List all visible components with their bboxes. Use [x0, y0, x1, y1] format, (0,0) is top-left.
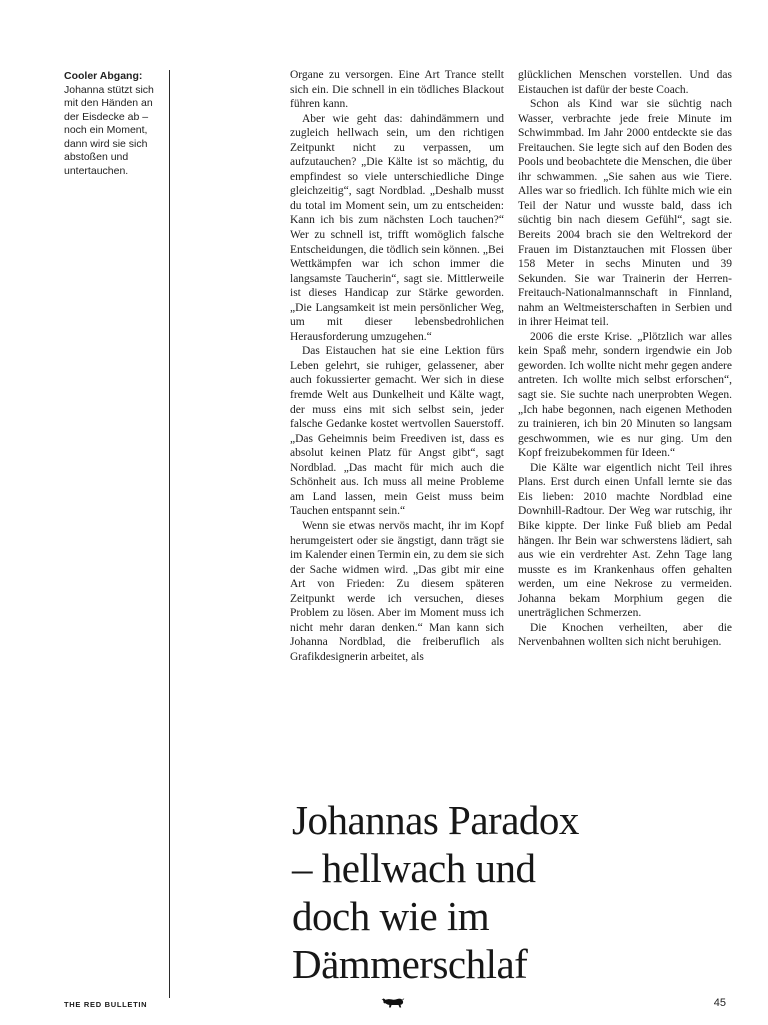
page-number: 45 — [713, 997, 726, 1009]
photo-caption-title: Cooler Abgang: — [64, 70, 143, 82]
footer-magazine-title: THE RED BULLETIN — [64, 1000, 148, 1009]
photo-caption — [64, 70, 158, 178]
body-paragraph: Das Eistauchen hat sie eine Lektion fürs Leben gelehrt, sie ruhiger, gelassener, aber auch fokussierter gemacht. Wer sich in diese fremde Welt aus Dunkelheit und Kälte wagt, der muss eins mit sich selbst sein, jeder falsche Gedanke kostet wertvollen Sauerstoff. „Das Geheimnis beim Freediven ist, dass es absolut keinen Platz für Angst gibt“, sagt Nordblad. „Das macht für mich auch die Schönheit aus. Ich muss all meine Probleme am Land lassen, mein Geist muss beim Tauchen entspannt sein.“ — [290, 345, 504, 518]
headline-line: Johannas Paradox — [292, 797, 579, 843]
body-paragraph: Wenn sie etwas nervös macht, ihr im Kopf herumgeistert oder sie ängstigt, dann trägt sie im Kalender einen Termin ein, zu dem sie sich der Sache widmen wird. „Das gibt mir eine Art von Frieden: Zu diesem späteren Zeitpunkt werde ich versuchen, dieses Problem zu lösen. Aber im Moment muss ich nicht mehr daran denken.“ Man kann sich Johanna Nordblad, die freiberuflich als Grafikdesignerin arbeitet, als — [290, 519, 504, 663]
body-paragraph: 2006 die erste Krise. „Plötzlich war alles kein Spaß mehr, sondern irgendwie ein Job geworden. Ich wollte nicht mehr gegen andere antreten. Ich wollte mich selbst erforschen“, sagt sie. Sie suchte nach unerprobten Wegen. „Ich habe begonnen, nach eigenen Methoden zu trainieren, ich bin 20 Minuten so langsam geschwommen, wie es nur ging. Um den Kopf freizubekommen für Ideen.“ — [518, 330, 732, 460]
body-paragraph: Schon als Kind war sie süchtig nach Wasser, verbrachte jede freie Minute im Schwimmbad. Im Jahr 2000 entdeckte sie das Freitauchen. Sie legte sich auf den Boden des Pools und beobachtete die Menschen, die über ihr schwammen. „Sie sahen aus wie Tiere. Alles war so friedlich. Ich fühlte mich wie ein Teil der Natur und wusste bald, dass ich süchtig bin nach diesem Gefühl“, sagt sie. Bereits 2004 brach sie den Weltrekord der Frauen im Distanztauchen mit Flossen über 158 Meter in sechs Minuten und 39 Sekunden. Sie war Trainerin der Herren-Freitauch-Nationalmannschaft in Finnland, nahm an Weltmeisterschaften in Serbien und in ihrer Heimat teil. — [518, 98, 732, 329]
photo-caption-body: Johanna stützt sich mit den Händen an der Eisdecke ab – noch ein Moment, dann wird sie sich abstoßen und untertauchen. — [64, 83, 154, 177]
headline-line: Dämmerschlaf — [292, 941, 528, 987]
body-paragraph: Organe zu versorgen. Eine Art Trance stellt sich ein. Die schnell in ein tödliches Blackout führen kann. — [290, 69, 504, 111]
body-paragraph: Die Kälte war eigentlich nicht Teil ihres Plans. Erst durch einen Unfall lernte sie das Eis lieben: 2010 machte Nordblad eine Downhill-Radtour. Der Weg war rutschig, ihr Bike kippte. Der linke Fuß blieb am Pedal hängen. Ihr Bein war schwerstens lädiert, sah aus wie ein verdrehter Ast. Zehn Tage lang musste es im Krankenhaus offen gehalten werden, um eine Nekrose zu vermeiden. Johanna bekam Morphium gegen die unerträglichen Schmerzen. — [518, 461, 732, 620]
body-paragraph: Aber wie geht das: dahindämmern und zugleich hellwach sein, um den richtigen Zeitpunkt nicht zu verpassen, um aufzutauchen? „Die Kälte ist so mächtig, du empfindest so viele unterschiedliche Dinge gleichzeitig“, sagt Nordblad. „Deshalb musst du total im Moment sein, um zu entscheiden: Kann ich bis zum nächsten Loch tauchen?“ Wer zu schnell ist, trifft womöglich falsche Entscheidungen, die tödlich sein können. „Bei Wettkämpfen war ich schon immer die langsamste Taucherin“, sagt sie. Mittlerweile ist dieses Handicap zur Stärke geworden. „Die Langsamkeit ist mein persönlicher Weg, um mit dieser lebensbedrohlichen Herausforderung umzugehen.“ — [290, 112, 504, 343]
article-headline — [292, 796, 742, 988]
body-column-2 — [518, 68, 732, 650]
body-paragraph: glücklichen Menschen vorstellen. Und das Eistauchen ist dafür der beste Coach. — [518, 69, 732, 96]
headline-line: – hellwach und — [292, 845, 536, 891]
body-column-1 — [290, 68, 504, 664]
headline-line: doch wie im — [292, 893, 490, 939]
column-divider-rule — [169, 70, 170, 998]
body-paragraph: Die Knochen verheilten, aber die Nervenbahnen wollten sich nicht beruhigen. — [518, 621, 732, 649]
red-bull-bull-logo-icon — [380, 995, 406, 1011]
